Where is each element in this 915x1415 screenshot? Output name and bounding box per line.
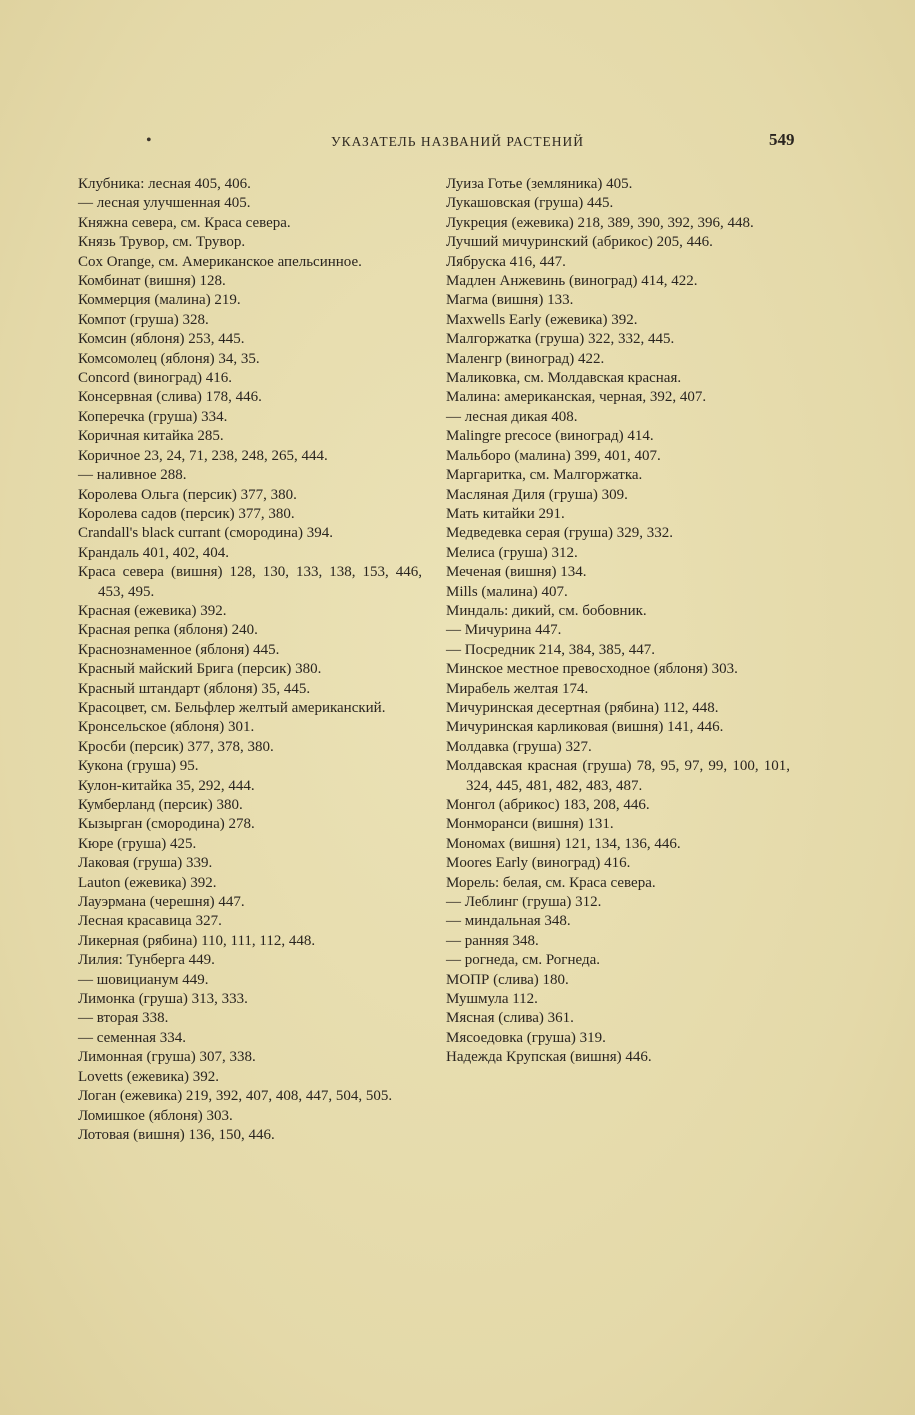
index-entry: Магма (вишня) 133. (446, 292, 574, 309)
index-entry: Логан (ежевика) 219, 392, 407, 408, 447, 504, 505. (78, 1088, 393, 1105)
index-entry: Malingre precoce (виноград) 414. (446, 428, 654, 445)
index-entry: — лесная улучшенная 405. (78, 195, 251, 212)
index-entry: Коричная китайка 285. (78, 428, 224, 445)
index-entry: Маликовка, см. Молдавская красная. (446, 370, 682, 387)
index-entry: Лукреция (ежевика) 218, 389, 390, 392, 396, 448. (446, 214, 754, 231)
index-entry: Мелиса (груша) 312. (446, 544, 578, 561)
index-entry: Лилия: Тунберга 449. (78, 952, 215, 969)
index-entry: Красоцвет, см. Бельфлер желтый американский. (78, 699, 386, 716)
index-entry: Кукона (груша) 95. (78, 758, 199, 775)
index-entry: Краса севера (вишня) 128, 130, 133, 138, 153, 446, 453, 495. (78, 564, 422, 600)
index-entry: Малина: американская, черная, 392, 407. (446, 389, 707, 406)
index-entry: — семенная 334. (78, 1029, 187, 1046)
index-entry: Лукашовская (груша) 445. (446, 195, 614, 212)
index-entry: Красный майский Брига (персик) 380. (78, 661, 322, 678)
index-entry: Княжна севера, см. Краса севера. (78, 214, 291, 231)
index-entry: Молдавская красная (груша) 78, 95, 97, 99, 100, 101, 324, 445, 481, 482, 483, 487. (446, 758, 790, 794)
index-entry: Комсомолец (яблоня) 34, 35. (78, 350, 260, 367)
index-entry: Маргаритка, см. Малгоржатка. (446, 467, 643, 484)
index-entry: Кронсельское (яблоня) 301. (78, 719, 255, 736)
index-entry: Коммерция (малина) 219. (78, 292, 241, 309)
index-entry: Лауэрмана (черешня) 447. (78, 894, 245, 911)
index-entry: Лесная красавица 327. (78, 913, 222, 930)
index-entry: Concord (виноград) 416. (78, 370, 232, 387)
index-entry: — рогнеда, см. Рогнеда. (446, 952, 600, 969)
index-entry: Лимонка (груша) 313, 333. (78, 991, 248, 1008)
index-entry: МОПР (слива) 180. (446, 971, 569, 988)
index-entry: Князь Трувор, см. Трувор. (78, 234, 246, 251)
index-entry: — лесная дикая 408. (446, 408, 578, 425)
index-entry: Мясоедовка (груша) 319. (446, 1029, 606, 1046)
index-entry: Монгол (абрикос) 183, 208, 446. (446, 797, 650, 813)
index-entry: Коперечка (груша) 334. (78, 408, 228, 425)
index-entry: Морель: белая, см. Краса севера. (446, 874, 656, 891)
index-entry: Мальборо (малина) 399, 401, 407. (446, 447, 661, 464)
index-entry: Мичуринская десертная (рябина) 112, 448. (446, 699, 719, 716)
index-entry: Комсин (яблоня) 253, 445. (78, 331, 245, 348)
page-title: УКАЗАТЕЛЬ НАЗВАНИЙ РАСТЕНИЙ (331, 134, 584, 149)
index-entry: Монморанси (вишня) 131. (446, 816, 614, 833)
index-entry: Crandall's black currant (смородина) 394. (78, 525, 333, 542)
index-entry: — шовицианум 449. (78, 971, 209, 988)
index-entry: Lauton (ежевика) 392. (78, 874, 217, 891)
index-entry: Mills (малина) 407. (446, 583, 568, 600)
index-entry: Масляная Диля (груша) 309. (446, 486, 628, 503)
index-entry: Лотовая (вишня) 136, 150, 446. (78, 1126, 275, 1143)
index-entry: Надежда Крупская (вишня) 446. (446, 1049, 652, 1066)
index-entry: Луиза Готье (земляника) 405. (446, 176, 633, 192)
index-entry: Клубника: лесная 405, 406. (78, 176, 251, 192)
index-entry: Мясная (слива) 361. (446, 1010, 574, 1027)
index-entry: Медведевка серая (груша) 329, 332. (446, 525, 673, 542)
index-entry: — миндальная 348. (446, 913, 571, 930)
index-entry: Красная репка (яблоня) 240. (78, 622, 258, 639)
index-entry: Кросби (персик) 377, 378, 380. (78, 738, 274, 755)
index-entry: Комбинат (вишня) 128. (78, 273, 226, 290)
index-entry: Кумберланд (персик) 380. (78, 797, 243, 813)
index-entry: Кулон-китайка 35, 292, 444. (78, 777, 255, 794)
index-entry: Мушмула 112. (446, 991, 538, 1008)
index-entry: Лябруска 416, 447. (446, 253, 566, 270)
index-entry: Крандаль 401, 402, 404. (78, 544, 229, 561)
index-entry: Королева садов (персик) 377, 380. (78, 505, 295, 522)
index-entry: Moores Early (виноград) 416. (446, 855, 631, 872)
index-entry: — Леблинг (груша) 312. (446, 894, 602, 911)
index-entry: Компот (груша) 328. (78, 311, 209, 328)
index-entry: — Мичурина 447. (446, 622, 562, 639)
index-entry: Cox Orange, см. Американское апельсинное. (78, 253, 362, 270)
index-entry: Мичуринская карликовая (вишня) 141, 446. (446, 719, 724, 736)
index-entry: Лимонная (груша) 307, 338. (78, 1049, 256, 1066)
index-entry: Коричное 23, 24, 71, 238, 248, 265, 444. (78, 447, 328, 464)
index-entry: Ломишкое (яблоня) 303. (78, 1107, 233, 1124)
index-entry: Мономах (вишня) 121, 134, 136, 446. (446, 835, 681, 852)
index-entry: Молдавка (груша) 327. (446, 738, 592, 755)
index-entry: Лаковая (груша) 339. (78, 855, 213, 872)
index-entry: Маленгр (виноград) 422. (446, 350, 605, 367)
index-column-right (446, 175, 790, 1068)
index-entry: Мирабель желтая 174. (446, 680, 589, 697)
index-entry: Lovetts (ежевика) 392. (78, 1068, 220, 1085)
index-entry: Мать китайки 291. (446, 505, 565, 522)
index-entry: Кюре (груша) 425. (78, 835, 197, 852)
index-entry: — Посредник 214, 384, 385, 447. (446, 641, 656, 658)
dot-mark: • (146, 132, 152, 149)
index-entry: Красный штандарт (яблоня) 35, 445. (78, 680, 311, 697)
index-entry: Лучший мичуринский (абрикос) 205, 446. (446, 234, 713, 251)
index-entry: — вторая 338. (78, 1010, 169, 1027)
index-entry: Консервная (слива) 178, 446. (78, 389, 262, 406)
index-entry: Красная (ежевика) 392. (78, 602, 227, 619)
index-entry: Минское местное превосходное (яблоня) 303. (446, 661, 738, 678)
page-number: 549 (769, 130, 795, 149)
index-entry: — наливное 288. (78, 467, 187, 484)
index-entry: Королева Ольга (персик) 377, 380. (78, 486, 297, 503)
index-entry: Ликерная (рябина) 110, 111, 112, 448. (78, 932, 316, 949)
index-entry: — ранняя 348. (446, 932, 539, 949)
index-entry: Миндаль: дикий, см. бобовник. (446, 602, 647, 619)
index-entry: Краснознаменное (яблоня) 445. (78, 641, 280, 658)
index-entry: Меченая (вишня) 134. (446, 564, 587, 581)
index-column-left (78, 175, 422, 1145)
index-entry: Maxwells Early (ежевика) 392. (446, 311, 638, 328)
index-entry: Кызырган (смородина) 278. (78, 816, 255, 833)
index-entry: Малгоржатка (груша) 322, 332, 445. (446, 331, 675, 348)
index-entry: Мадлен Анжевинь (виноград) 414, 422. (446, 273, 698, 290)
running-head (0, 130, 915, 154)
